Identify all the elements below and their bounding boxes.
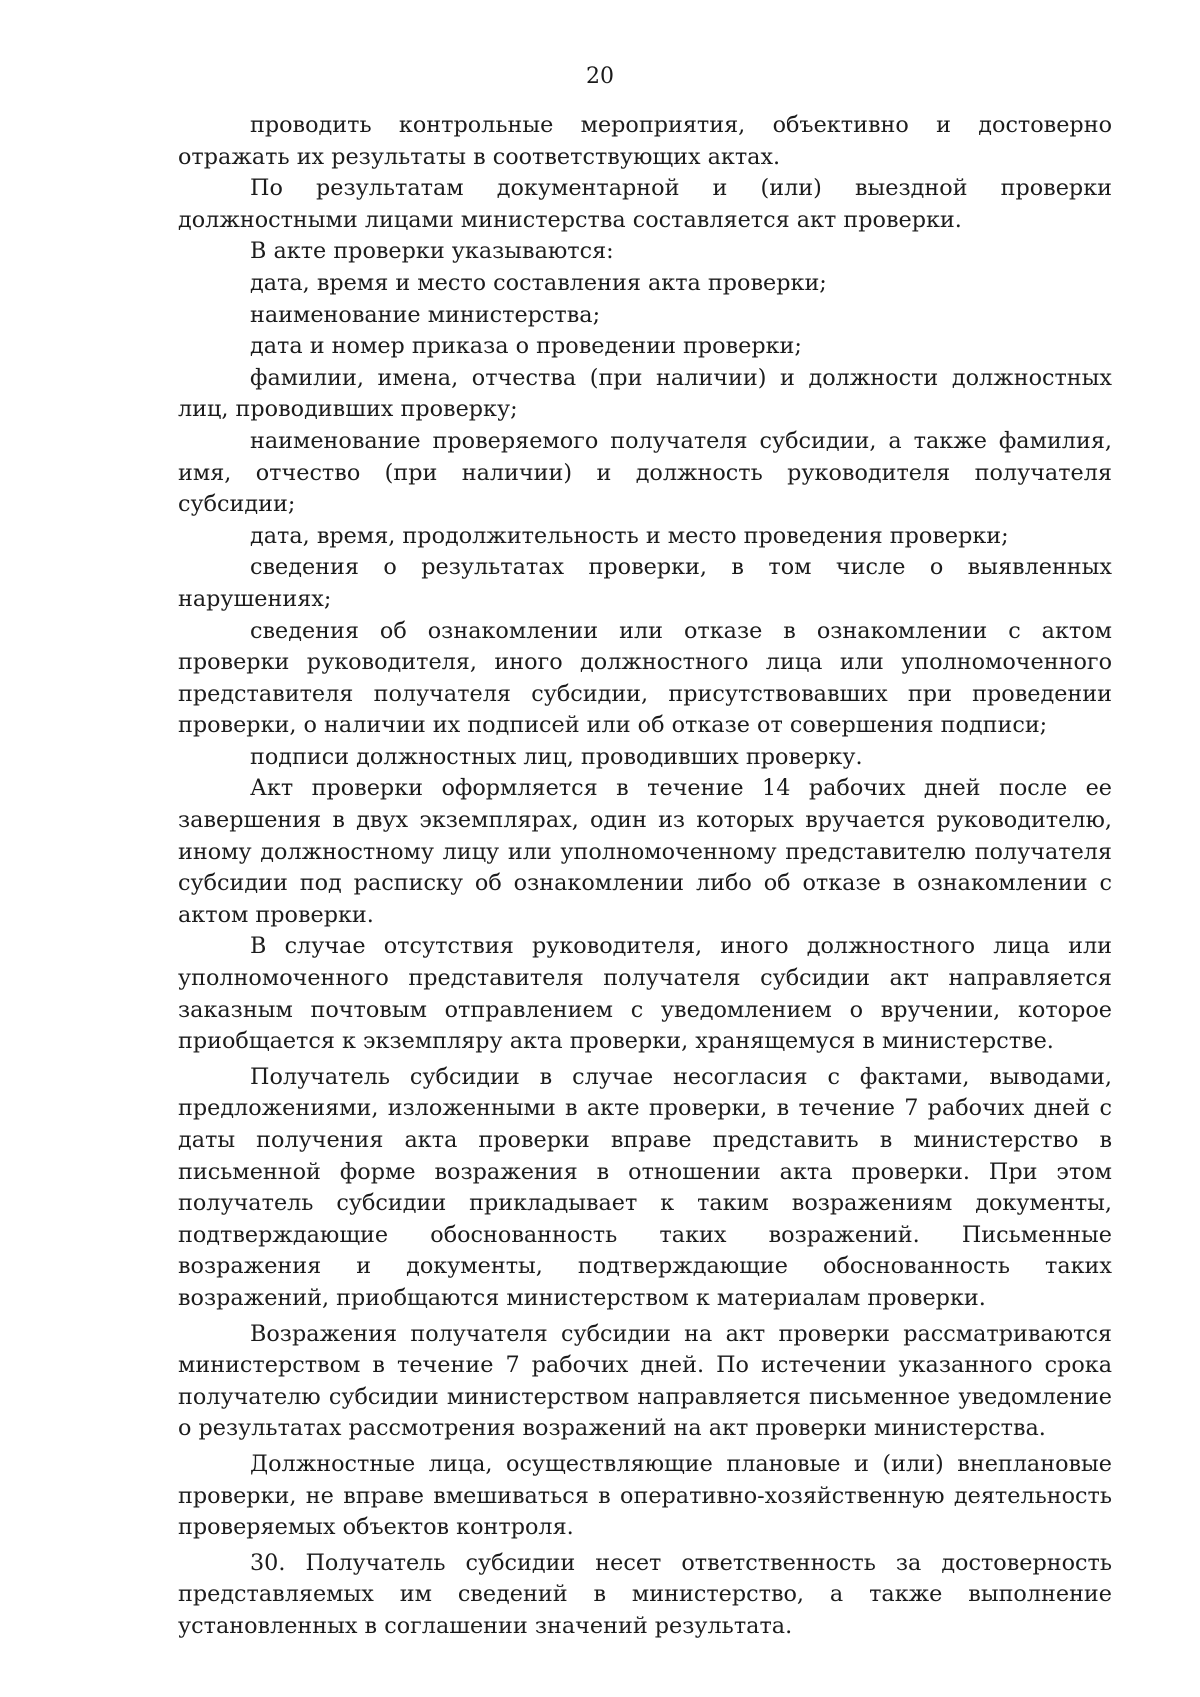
paragraph: По результатам документарной и (или) выездной проверки должностными лицами министерства составляется акт проверки. [178, 175, 1112, 233]
list-item: дата и номер приказа о проведении проверки; [250, 333, 802, 360]
document-body [178, 110, 1112, 1643]
paragraph: Акт проверки оформляется в течение 14 рабочих дней после ее завершения в двух экземплярах, один из которых вручается руководителю, иному должностному лицу или уполномоченному представителю получателя субсидии под расписку об ознакомлении либо об отказе в ознакомлении с актом проверки. [178, 775, 1112, 928]
paragraph: проводить контрольные мероприятия, объективно и достоверно отражать их результаты в соответствующих актах. [178, 112, 1112, 170]
list-item: дата, время и место составления акта проверки; [250, 269, 827, 296]
numbered-clause: 30. Получатель субсидии несет ответственность за достоверность представляемых им сведений в министерство, а также выполнение установленных в соглашении значений результата. [178, 1549, 1112, 1639]
paragraph: В акте проверки указываются: [250, 238, 614, 265]
list-item: подписи должностных лиц, проводивших проверку. [250, 743, 863, 770]
paragraph: В случае отсутствия руководителя, иного должностного лица или уполномоченного представителя получателя субсидии акт направляется заказным почтовым отправлением с уведомлением о вручении, которое приобщается к экземпляру акта проверки, хранящемуся в министерстве. [178, 933, 1112, 1055]
paragraph: Получатель субсидии в случае несогласия с фактами, выводами, предложениями, изложенными в акте проверки, в течение 7 рабочих дней с даты получения акта проверки вправе представить в министерство в письменной форме возражения в отношении акта проверки. При этом получатель субсидии прикладывает к таким возражениям документы, подтверждающие обоснованность таких возражений. Письменные возражения и документы, подтверждающие обоснованность таких возражений, приобщаются министерством к материалам проверки. [178, 1063, 1112, 1311]
list-item: фамилии, имена, отчества (при наличии) и должности должностных лиц, проводивших проверку; [178, 364, 1112, 423]
list-item: сведения об ознакомлении или отказе в ознакомлении с актом проверки руководителя, иного должностного лица или уполномоченного представителя получателя субсидии, присутствовавших при проведении проверки, о наличии их подписей или об отказе от совершения подписи; [178, 617, 1112, 739]
list-item: сведения о результатах проверки, в том числе о выявленных нарушениях; [178, 554, 1112, 612]
list-item: наименование министерства; [250, 301, 601, 328]
paragraph: Должностные лица, осуществляющие плановые и (или) внеплановые проверки, не вправе вмешиваться в оперативно-хозяйственную деятельность проверяемых объектов контроля. [178, 1450, 1112, 1541]
page-number: 20 [586, 64, 614, 89]
list-item: дата, время, продолжительность и место проведения проверки; [250, 522, 1009, 549]
paragraph: Возражения получателя субсидии на акт проверки рассматриваются министерством в течение 7 рабочих дней. По истечении указанного срока получателю субсидии министерством направляется письменное уведомление о результатах рассмотрения возражений на акт проверки министерства. [178, 1320, 1112, 1442]
list-item: наименование проверяемого получателя субсидии, а также фамилия, имя, отчество (при наличии) и должность руководителя получателя субсидии; [178, 427, 1112, 518]
